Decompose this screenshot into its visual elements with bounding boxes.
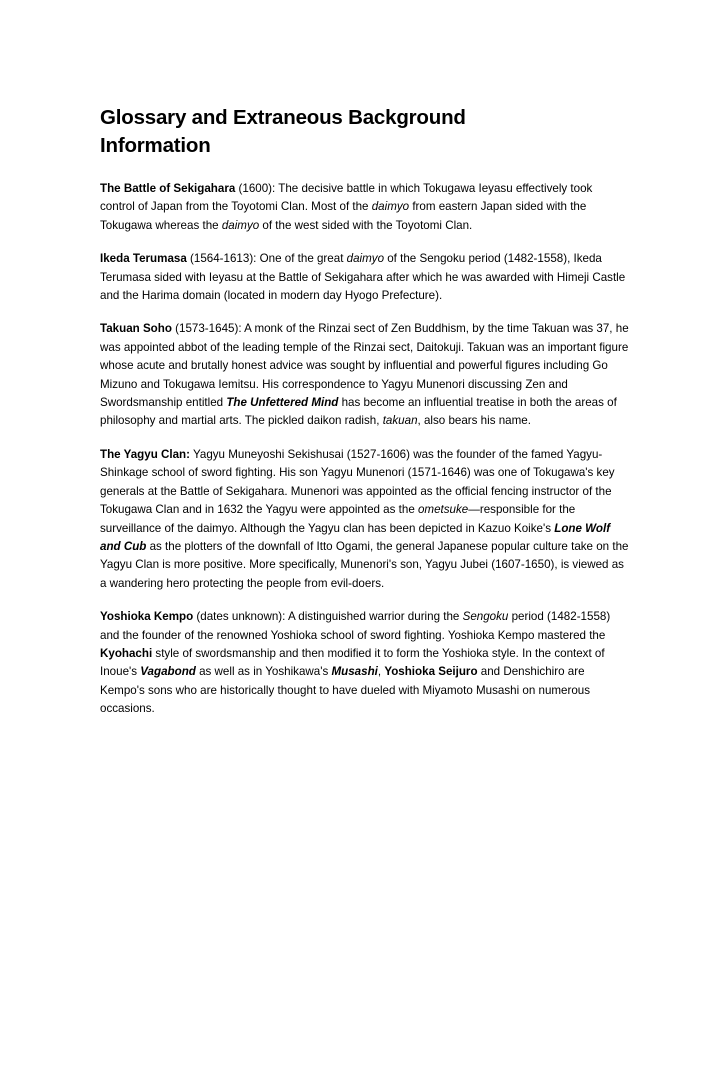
glossary-term: The Battle of Sekigahara <box>100 182 236 195</box>
glossary-text-segment: , also bears his name. <box>417 414 531 428</box>
glossary-text-segment: , <box>377 665 385 679</box>
glossary-entry <box>100 446 630 593</box>
glossary-entry <box>100 320 630 430</box>
glossary-term: The Yagyu Clan: <box>100 447 190 461</box>
glossary-text-segment: of the Sengoku period (1482-1558), Ikeda Terumasa sided with Ieyasu at the Battle of Sekigahara after which he was awarded with Himeji Castle and the Harima domain (located in modern day Hyogo Prefecture). <box>100 252 626 303</box>
glossary-text-segment: has become an influential treatise in both the areas of philosophy and martial arts. The pickled daikon radish, <box>100 396 617 428</box>
glossary-text-segment: daimyo <box>346 252 385 266</box>
glossary-text-segment: Sengoku <box>462 610 509 624</box>
page-content <box>100 104 630 719</box>
glossary-entry <box>100 608 630 718</box>
glossary-term: Yoshioka Kempo <box>100 610 194 624</box>
glossary-text-segment: Yagyu Muneyoshi Sekishusai (1527-1606) was the founder of the famed Yagyu-Shinkage school of sword fighting. His son Yagyu Munenori (1571-1646) was one of Tokugawa's key generals at the Battle of Sekigahara. Munenori was appointed as the official fencing instructor of the Tokugawa Clan and in 1632 the Yagyu were appointed as the <box>100 447 615 517</box>
glossary-text-segment: from eastern Japan sided with the Tokugawa whereas the <box>100 200 587 232</box>
glossary-text-segment: (dates unknown): A distinguished warrior during the <box>193 610 463 624</box>
glossary-text-segment: Lone Wolf and Cub <box>100 521 611 553</box>
glossary-text-segment: and Denshichiro are Kempo's sons who are historically thought to have dueled with Miyamoto Musashi on numerous occasions. <box>100 665 591 716</box>
glossary-text-segment: Vagabond <box>140 665 196 679</box>
glossary-text-segment: as well as in Yoshikawa's <box>195 665 332 679</box>
glossary-text-segment: of the west sided with the Toyotomi Clan. <box>259 218 473 232</box>
glossary-text-segment: daimyo <box>371 200 410 214</box>
glossary-text-segment: as the plotters of the downfall of Itto Ogami, the general Japanese popular culture take on the Yagyu Clan is more positive. More specifically, Munenori's son, Yagyu Jubei (1607-1650), is viewed as a wandering hero protecting the people from evil-doers. <box>100 539 629 590</box>
glossary-text-segment: ometsuke <box>417 503 469 517</box>
glossary-text-segment: takuan <box>382 414 418 428</box>
glossary-text-segment: daimyo <box>221 218 260 232</box>
glossary-text-segment: The Unfettered Mind <box>226 396 339 410</box>
glossary-text-segment: —responsible for the surveillance of the daimyo. Although the Yagyu clan has been depicted in Kazuo Koike's <box>100 503 576 535</box>
glossary-text-segment: (1600): The decisive battle in which Tokugawa Ieyasu effectively took control of Japan from the Toyotomi Clan. Most of the <box>100 182 593 214</box>
glossary-term: Ikeda Terumasa <box>100 252 187 266</box>
glossary-entries <box>100 180 630 719</box>
glossary-text-segment: Kyohachi <box>100 646 153 660</box>
glossary-text-segment: Yoshioka Seijuro <box>384 665 478 679</box>
glossary-entry <box>100 250 630 305</box>
glossary-text-segment: style of swordsmanship and then modified it to form the Yoshioka style. In the context of Inoue's <box>100 646 605 679</box>
glossary-text-segment: (1573-1645): A monk of the Rinzai sect of Zen Buddhism, by the time Takuan was 37, he was appointed abbot of the leading temple of the Rinzai sect, Daitokuji. Takuan was an important figure whose acute and brutally honest advice was sought by influential and powerful figures including Go Mizuno and Tokugawa Iemitsu. His correspondence to Yagyu Munenori discussing Zen and Swordsmanship entitled <box>100 322 629 410</box>
glossary-text-segment: (1564-1613): One of the great <box>186 252 347 266</box>
glossary-term: Takuan Soho <box>100 322 172 336</box>
glossary-entry <box>100 180 630 235</box>
glossary-text-segment: Musashi <box>331 665 378 679</box>
glossary-text-segment: period (1482-1558) and the founder of the renowned Yoshioka school of sword fighting. Yoshioka Kempo mastered the <box>100 610 611 642</box>
page-title: Glossary and Extraneous Background Information <box>100 106 466 157</box>
